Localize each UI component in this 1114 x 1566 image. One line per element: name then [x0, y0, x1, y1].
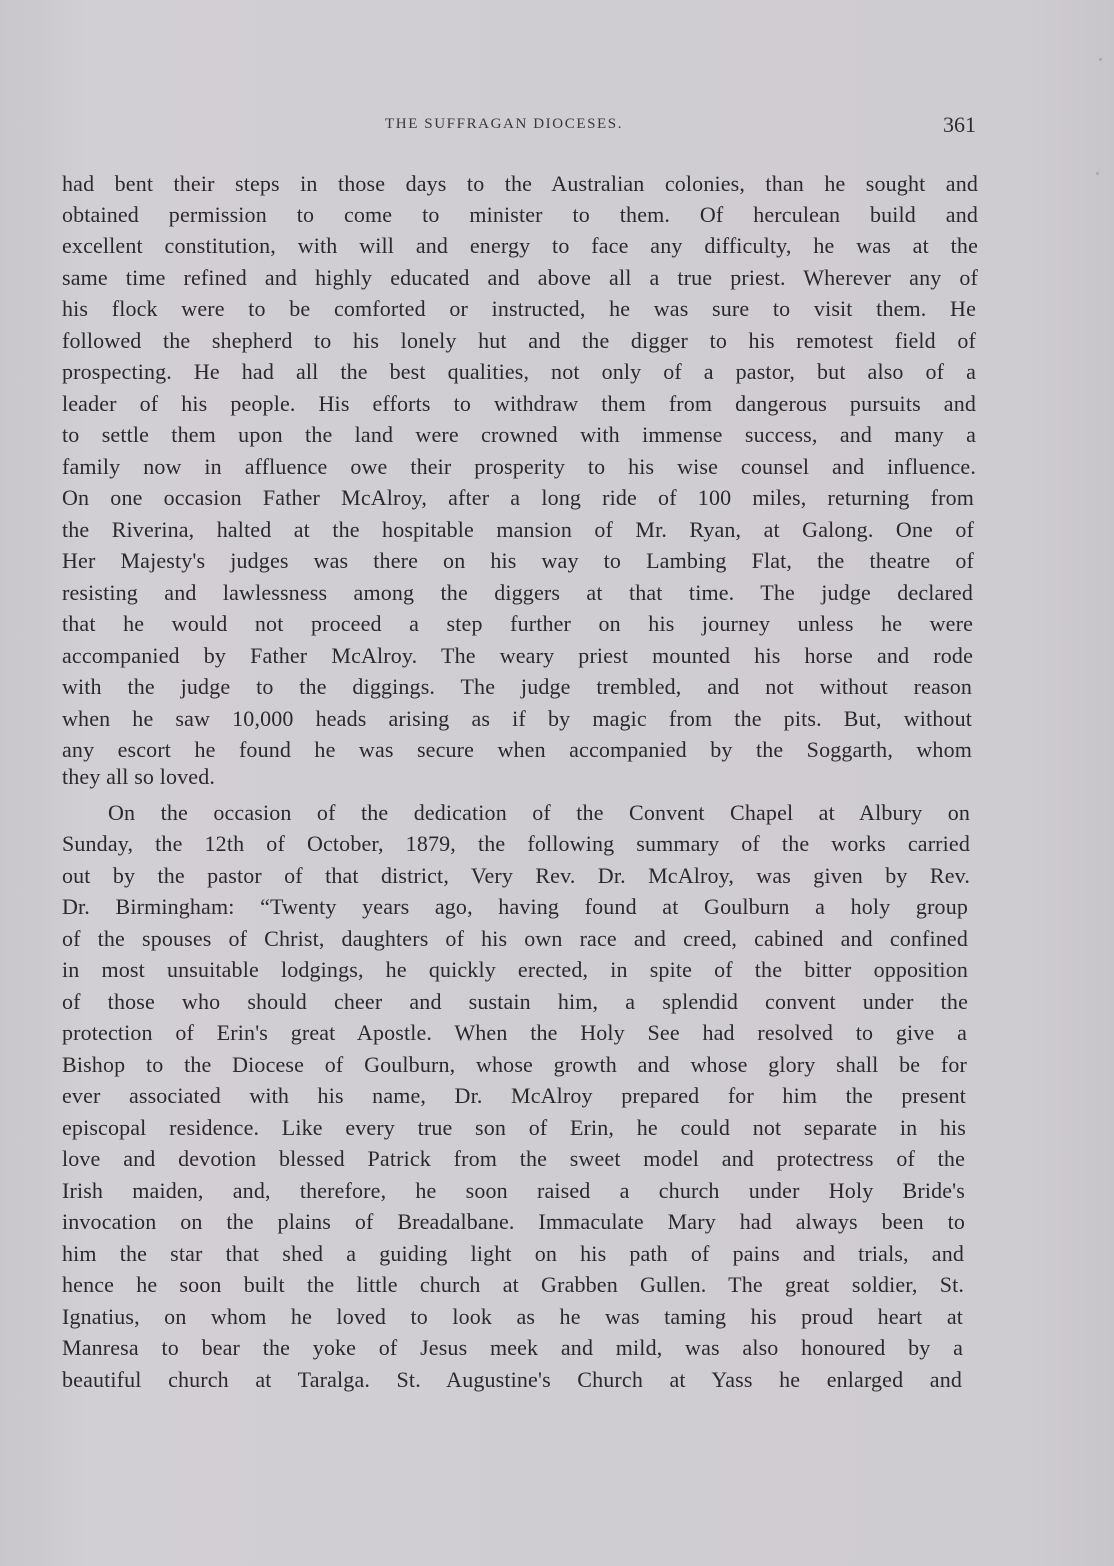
- text-line: leader of his people. His efforts to withdraw them from dangerous pursuits and: [62, 391, 976, 416]
- text-line: any escort he found he was secure when accompanied by the Soggarth, whom: [62, 737, 972, 762]
- text-line: hence he soon built the little church at Grabben Gullen. The great soldier, St.: [62, 1272, 964, 1297]
- text-line: Manresa to bear the yoke of Jesus meek and mild, was also honoured by a: [62, 1335, 963, 1360]
- text-line: excellent constitution, with will and energy to face any difficulty, he was at the: [62, 233, 978, 258]
- paper-speck: [1096, 172, 1099, 175]
- text-line: Ignatius, on whom he loved to look as he was taming his proud heart at: [62, 1304, 963, 1329]
- running-title: THE SUFFRAGAN DIOCESES.: [385, 116, 624, 132]
- text-line: in most unsuitable lodgings, he quickly erected, in spite of the bitter opposition: [62, 957, 968, 982]
- text-line: of the spouses of Christ, daughters of his own race and creed, cabined and confined: [62, 926, 968, 951]
- text-line: obtained permission to come to minister to them. Of herculean build and: [62, 202, 978, 227]
- text-line: the Riverina, halted at the hospitable mansion of Mr. Ryan, at Galong. One of: [62, 517, 974, 542]
- text-line: Sunday, the 12th of October, 1879, the following summary of the works carried: [62, 831, 970, 856]
- text-line: with the judge to the diggings. The judge trembled, and not without reason: [62, 674, 972, 699]
- text-line: On one occasion Father McAlroy, after a long ride of 100 miles, returning from: [62, 485, 974, 510]
- text-line: prospecting. He had all the best qualities, not only of a pastor, but also of a: [62, 359, 976, 384]
- paper-speck: [1099, 58, 1102, 61]
- text-line: Bishop to the Diocese of Goulburn, whose growth and whose glory shall be for: [62, 1052, 967, 1077]
- text-line: that he would not proceed a step further on his journey unless he were: [62, 611, 973, 636]
- text-line: beautiful church at Taralga. St. Augustine's Church at Yass he enlarged and: [62, 1367, 962, 1392]
- text-line: episcopal residence. Like every true son of Erin, he could not separate in his: [62, 1115, 966, 1140]
- text-line: resisting and lawlessness among the diggers at that time. The judge declared: [62, 580, 973, 605]
- text-line: out by the pastor of that district, Very Rev. Dr. McAlroy, was given by Rev.: [62, 863, 970, 888]
- text-line: followed the shepherd to his lonely hut and the digger to his remotest field of: [62, 328, 976, 353]
- text-line: family now in affluence owe their prosperity to his wise counsel and influence.: [62, 454, 976, 479]
- text-line: accompanied by Father McAlroy. The weary priest mounted his horse and rode: [62, 643, 973, 668]
- text-line: they all so loved.: [62, 764, 216, 789]
- text-line: Irish maiden, and, therefore, he soon raised a church under Holy Bride's: [62, 1178, 965, 1203]
- page-number: 361: [943, 112, 976, 137]
- text-line: Dr. Birmingham: “Twenty years ago, having found at Goulburn a holy group: [62, 894, 968, 919]
- text-line: Her Majesty's judges was there on his way to Lambing Flat, the theatre of: [62, 548, 974, 573]
- running-head: [0, 112, 1114, 140]
- text-line: his flock were to be comforted or instructed, he was sure to visit them. He: [62, 296, 976, 321]
- text-line: to settle them upon the land were crowned with immense success, and many a: [62, 422, 976, 447]
- text-line: On the occasion of the dedication of the Convent Chapel at Albury on: [108, 800, 970, 825]
- text-line: of those who should cheer and sustain him, a splendid convent under the: [62, 989, 968, 1014]
- text-line: love and devotion blessed Patrick from the sweet model and protectress of the: [62, 1146, 965, 1171]
- text-line: protection of Erin's great Apostle. When the Holy See had resolved to give a: [62, 1020, 967, 1045]
- text-line: when he saw 10,000 heads arising as if by magic from the pits. But, without: [62, 706, 972, 731]
- text-line: invocation on the plains of Breadalbane. Immaculate Mary had always been to: [62, 1209, 965, 1234]
- text-line: had bent their steps in those days to the Australian colonies, than he sought and: [62, 171, 978, 196]
- text-line: same time refined and highly educated and above all a true priest. Wherever any of: [62, 265, 978, 290]
- text-line: ever associated with his name, Dr. McAlroy prepared for him the present: [62, 1083, 966, 1108]
- text-line: him the star that shed a guiding light on his path of pains and trials, and: [62, 1241, 964, 1266]
